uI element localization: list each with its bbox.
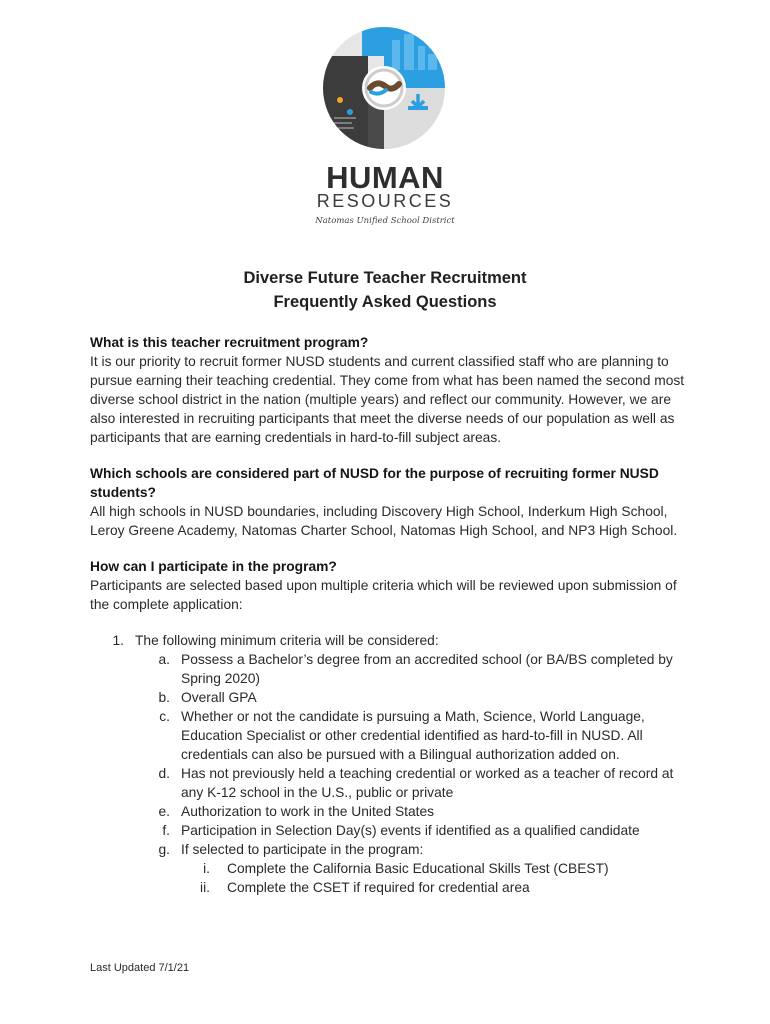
criteria-text: Participation in Selection Day(s) events if identified as a qualified candidate <box>181 823 640 838</box>
document-subtitle: Frequently Asked Questions <box>273 293 497 311</box>
faq-content <box>90 333 690 897</box>
hr-logo-emblem <box>322 26 446 150</box>
criteria-text: Complete the California Basic Educational Skills Test (CBEST) <box>227 861 609 876</box>
criteria-text: Whether or not the candidate is pursuing a Math, Science, World Language, Education Specialist or other credential identified as hard-to-fill in NUSD. All credentials can also be pursued with a Bilingual authorization added on. <box>181 709 645 762</box>
faq-question: How can I participate in the program? <box>90 559 337 574</box>
criteria-intro: The following minimum criteria will be considered: <box>135 633 439 648</box>
faq-question: Which schools are considered part of NUSD for the purpose of recruiting former NUSD students? <box>90 466 659 500</box>
faq-answer: It is our priority to recruit former NUSD students and current classified staff who are planning to pursue earning their teaching credential. They come from what has been named the second most diverse school district in the nation (multiple years) and reflect our community. However, we are also interested in recruiting participants that meet the diverse needs of our population as well as participants that are earning credentials in hard-to-fill subject areas. <box>90 354 685 445</box>
list-marker: f. <box>162 823 170 838</box>
faq-answer: All high schools in NUSD boundaries, including Discovery High School, Inderkum High School, Leroy Greene Academy, Natomas Charter School, Natomas High School, and NP3 High School. <box>90 504 678 538</box>
criteria-sub-item <box>90 802 690 821</box>
list-marker: ii. <box>200 880 210 895</box>
criteria-text: Complete the CSET if required for credential area <box>227 880 530 895</box>
brand-district: Natomas Unified School District <box>315 216 455 226</box>
faq-item <box>90 557 690 614</box>
brand-resources: RESOURCES <box>316 191 454 211</box>
faq-item <box>90 464 690 540</box>
document-title: Diverse Future Teacher Recruitment <box>243 269 527 287</box>
faq-item <box>90 333 690 447</box>
faq-question: What is this teacher recruitment program? <box>90 335 369 350</box>
list-marker: b. <box>158 690 170 705</box>
criteria-sub-item <box>90 764 690 802</box>
list-marker: d. <box>158 766 170 781</box>
criteria-sub-item <box>90 840 690 859</box>
criteria-sub-item <box>90 821 690 840</box>
criteria-text: Has not previously held a teaching credential or worked as a teacher of record at any K-12 school in the U.S., public or private <box>181 766 674 800</box>
list-marker: i. <box>203 861 210 876</box>
list-marker: g. <box>158 842 170 857</box>
criteria-sub-item <box>90 688 690 707</box>
criteria-text: Overall GPA <box>181 690 257 705</box>
brand-human: HUMAN <box>326 160 444 195</box>
list-marker: e. <box>158 804 170 819</box>
list-marker: 1. <box>112 633 124 648</box>
criteria-text: If selected to participate in the program: <box>181 842 424 857</box>
criteria-subsub-item <box>90 878 690 897</box>
criteria-text: Possess a Bachelor’s degree from an accredited school (or BA/BS completed by Spring 2020) <box>181 652 673 686</box>
criteria-text: Authorization to work in the United States <box>181 804 435 819</box>
criteria-sub-item <box>90 707 690 764</box>
criteria-list-item <box>90 631 690 650</box>
faq-answer: Participants are selected based upon multiple criteria which will be reviewed upon submission of the complete application: <box>90 578 677 612</box>
footer-last-updated: Last Updated 7/1/21 <box>90 962 190 974</box>
list-marker: a. <box>158 652 170 667</box>
criteria-sub-item <box>90 650 690 688</box>
list-marker: c. <box>159 709 170 724</box>
criteria-subsub-item <box>90 859 690 878</box>
